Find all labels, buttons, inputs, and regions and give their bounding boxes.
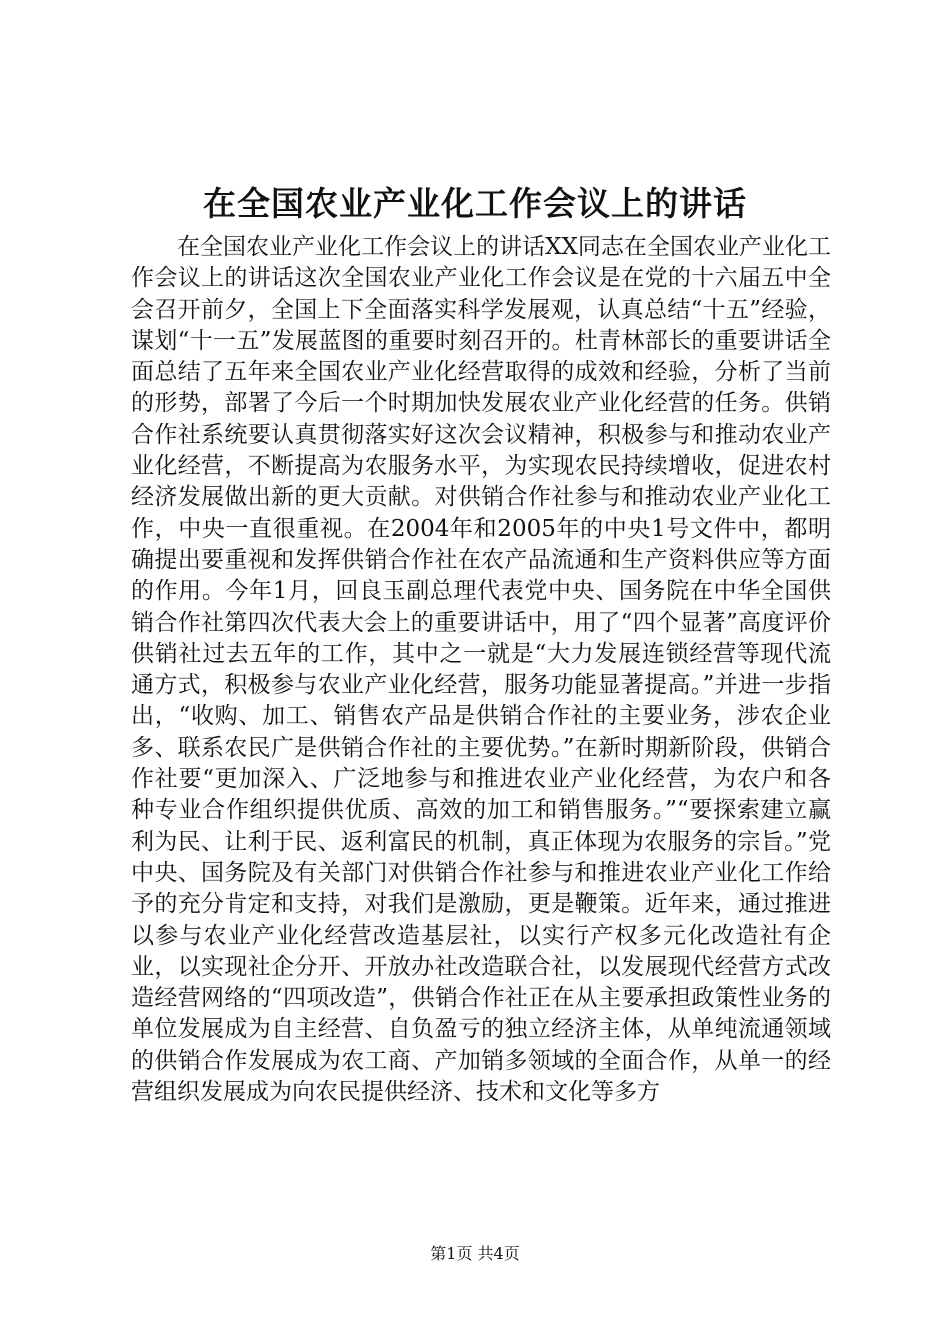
page-footer: [0, 1244, 950, 1264]
body-paragraph: 在全国农业产业化工作会议上的讲话XX同志在全国农业产业化工作会议上的讲话这次全国农业产业化工作会议是在党的十六届五中全会召开前夕，全国上下全面落实科学发展观，认真总结“十五”经验，谋划“十一五”发展蓝图的重要时刻召开的。杜青林部长的重要讲话全面总结了五年来全国农业产业化经营取得的成效和经验，分析了当前的形势，部署了今后一个时期加快发展农业产业化经营的任务。供销合作社系统要认真贯彻落实好这次会议精神，积极参与和推动农业产业化经营，不断提高为农服务水平，为实现农民持续增收，促进农村经济发展做出新的更大贡献。对供销合作社参与和推动农业产业化工作，中央一直很重视。在2004年和2005年的中央1号文件中，都明确提出要重视和发挥供销合作社在农产品流通和生产资料供应等方面的作用。今年1月，回良玉副总理代表党中央、国务院在中华全国供销合作社第四次代表大会上的重要讲话中，用了“四个显著”高度评价供销社过去五年的工作，其中之一就是“大力发展连锁经营等现代流通方式，积极参与农业产业化经营，服务功能显著提高。”并进一步指出，“收购、加工、销售农产品是供销合作社的主要业务，涉农企业多、联系农民广是供销合作社的主要优势。”在新时期新阶段，供销合作社要“更加深入、广泛地参与和推进农业产业化经营，为农户和各种专业合作组织提供优质、高效的加工和销售服务。”“要探索建立赢利为民、让利于民、返利富民的机制，真正体现为农服务的宗旨。”党中央、国务院及有关部门对供销合作社参与和推进农业产业化工作给予的充分肯定和支持，对我们是激励，更是鞭策。近年来，通过推进以参与农业产业化经营改造基层社，以实行产权多元化改造社有企业，以实现社企分开、开放办社改造联合社，以发展现代经营方式改造经营网络的“四项改造”，供销合作社正在从主要承担政策性业务的单位发展成为自主经营、自负盈亏的独立经济主体，从单纯流通领域的供销合作发展成为农工商、产加销多领域的全面合作，从单一的经营组织发展成为向农民提供经济、技术和文化等多方: [131, 234, 831, 1106]
page-indicator: 第1页 共4页: [430, 1244, 520, 1263]
page-title: 在全国农业产业化工作会议上的讲话: [203, 184, 747, 223]
